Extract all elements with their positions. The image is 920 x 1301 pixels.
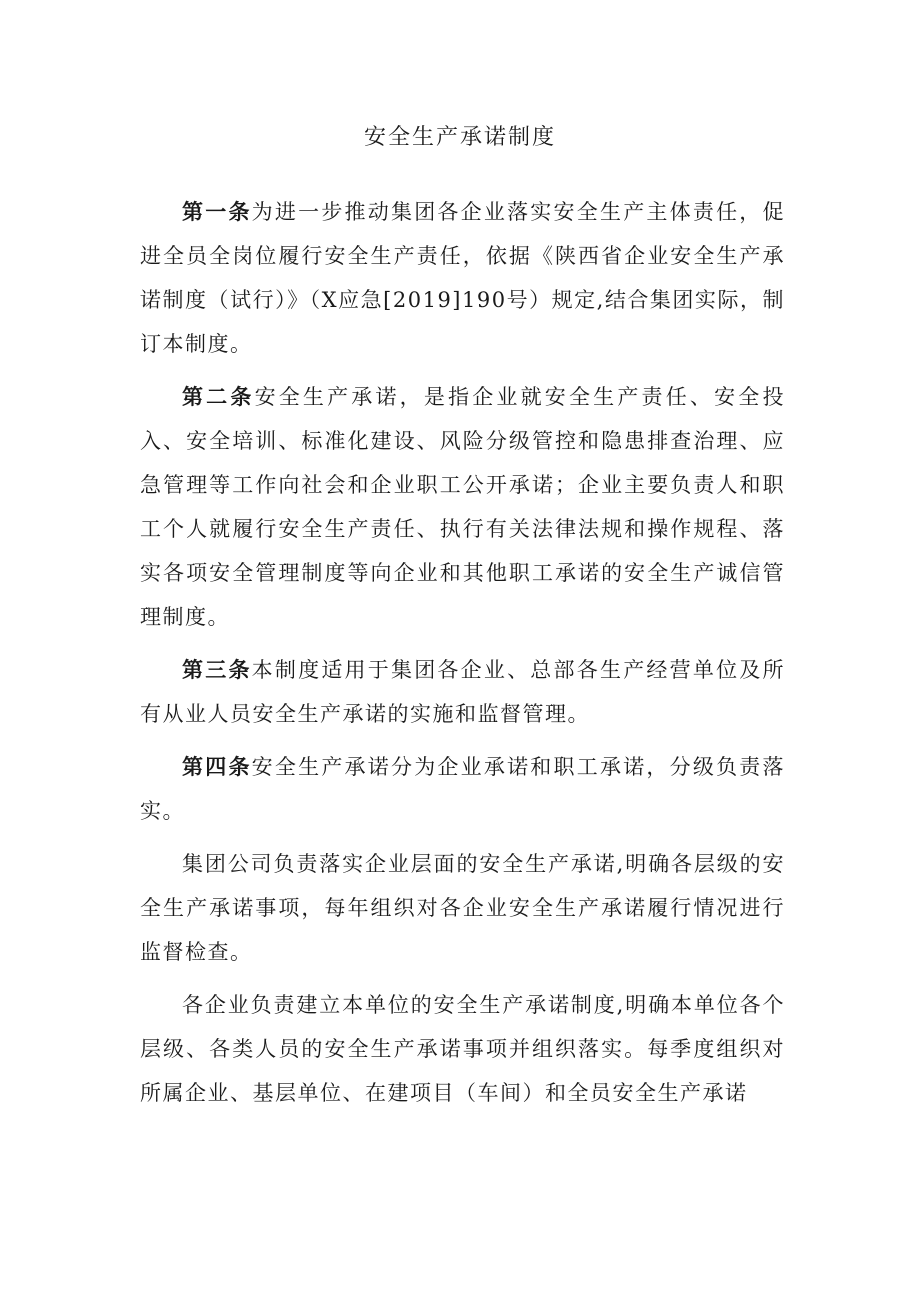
article-1-paragraph: [140, 190, 785, 366]
article-3-text: 本制度适用于集团各企业、总部各生产经营单位及所有从业人员安全生产承诺的实施和监督管理。: [140, 658, 786, 726]
enterprise-responsibility-text: 各企业负责建立本单位的安全生产承诺制度,明确本单位各个层级、各类人员的安全生产承诺事项并组织落实。每季度组织对所属企业、基层单位、在建项目（车间）和全员安全生产承诺: [140, 993, 785, 1105]
group-responsibility-text: 集团公司负责落实企业层面的安全生产承诺,明确各层级的安全生产承诺事项，每年组织对各企业安全生产承诺履行情况进行监督检查。: [140, 852, 785, 964]
document-title: 安全生产承诺制度: [363, 125, 556, 150]
article-4-text: 安全生产承诺分为企业承诺和职工承诺，分级负责落实。: [140, 755, 786, 823]
article-2-paragraph: [140, 375, 785, 639]
article-2-text: 安全生产承诺，是指企业就安全生产责任、安全投入、安全培训、标准化建设、风险分级管控和隐患排查治理、应急管理等工作向社会和企业职工公开承诺；企业主要负责人和职工个人就履行安全生产责任、执行有关法律法规和操作规程、落实各项安全管理制度等向企业和其他职工承诺的安全生产诚信管理制度。: [140, 385, 785, 629]
article-3-label: 第三条: [182, 657, 252, 682]
article-2-label: 第二条: [182, 384, 255, 409]
article-4-label: 第四条: [182, 754, 252, 779]
enterprise-responsibility-paragraph: [140, 983, 785, 1115]
article-1-text: 为进一步推动集团各企业落实安全生产主体责任，促进全员全岗位履行安全生产责任，依据《陕西省企业安全生产承诺制度（试行）》（X应急[2019]190号）规定,结合集团实际，制订本制度。: [140, 200, 786, 356]
article-1-label: 第一条: [182, 199, 252, 224]
document-body: [140, 190, 785, 1124]
article-4-paragraph: [140, 745, 785, 833]
article-3-paragraph: [140, 648, 785, 736]
group-responsibility-paragraph: [140, 842, 785, 974]
